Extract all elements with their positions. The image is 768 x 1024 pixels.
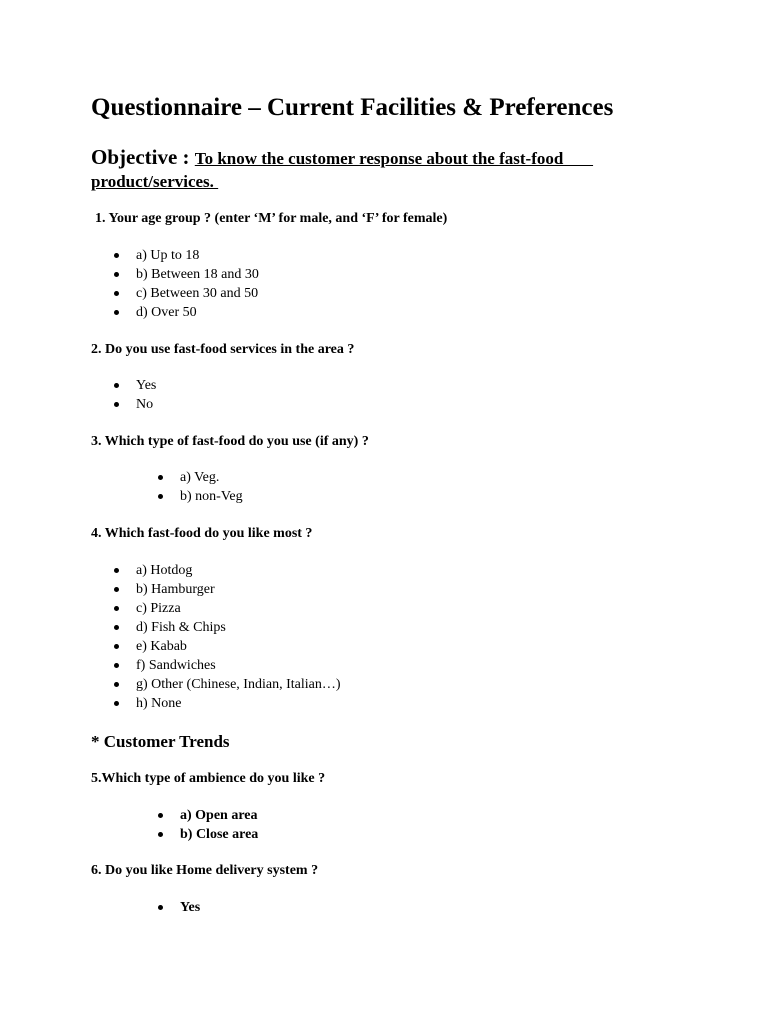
list-item: c) Pizza [112, 599, 341, 618]
question-4-options [112, 561, 341, 713]
question-5: 5.Which type of ambience do you like ? [91, 771, 326, 786]
question-1: 1. Your age group ? (enter ‘M’ for male, and ‘F’ for female) [95, 211, 448, 226]
question-2-options [112, 376, 156, 414]
objective-text-line2: product/services. [91, 172, 219, 191]
objective-text-line1: To know the customer response about the fast-food [194, 149, 594, 168]
question-1-options [112, 246, 259, 322]
section-heading: * Customer Trends [91, 732, 230, 751]
question-2: 2. Do you use fast-food services in the area ? [91, 342, 355, 357]
list-item: a) Up to 18 [112, 246, 259, 265]
question-3: 3. Which type of fast-food do you use (if any) ? [91, 434, 369, 449]
list-item: d) Fish & Chips [112, 618, 341, 637]
list-item: a) Open area [156, 806, 258, 825]
question-3-options [156, 468, 243, 506]
list-item: c) Between 30 and 50 [112, 284, 259, 303]
list-item: b) Between 18 and 30 [112, 265, 259, 284]
question-4: 4. Which fast-food do you like most ? [91, 526, 313, 541]
objective-label: Objective : [91, 145, 195, 169]
list-item: a) Veg. [156, 468, 243, 487]
list-item: g) Other (Chinese, Indian, Italian…) [112, 675, 341, 694]
document-title: Questionnaire – Current Facilities & Preferences [91, 94, 614, 121]
list-item: h) None [112, 694, 341, 713]
question-6: 6. Do you like Home delivery system ? [91, 863, 319, 878]
list-item: Yes [112, 376, 156, 395]
list-item: b) Close area [156, 825, 258, 844]
list-item: b) non-Veg [156, 487, 243, 506]
list-item: d) Over 50 [112, 303, 259, 322]
list-item: f) Sandwiches [112, 656, 341, 675]
list-item: b) Hamburger [112, 580, 341, 599]
list-item: Yes [156, 898, 200, 917]
question-5-options [156, 806, 258, 844]
list-item: a) Hotdog [112, 561, 341, 580]
question-6-options [156, 898, 200, 917]
objective [91, 144, 593, 172]
list-item: e) Kabab [112, 637, 341, 656]
list-item: No [112, 395, 156, 414]
